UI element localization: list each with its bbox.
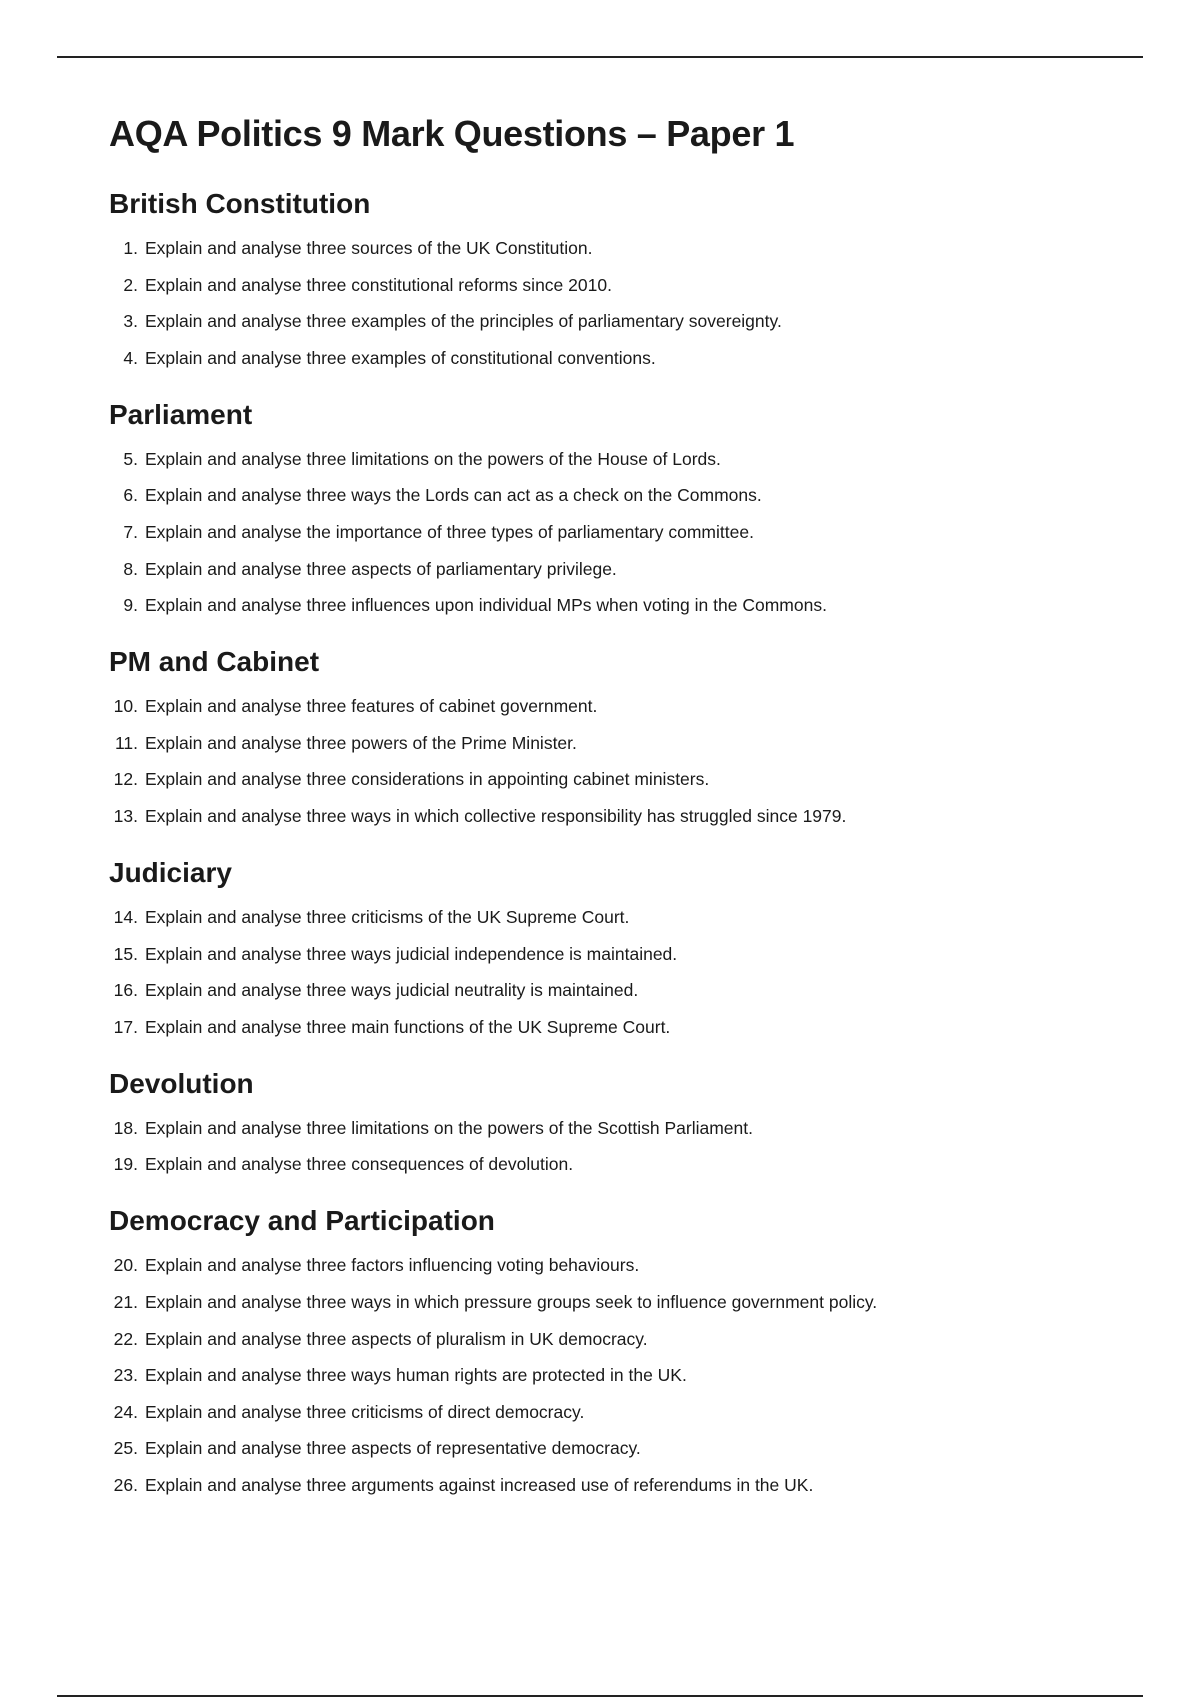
question-text: Explain and analyse three examples of the principles of parliamentary sovereignty. — [145, 311, 782, 332]
question-item — [109, 1327, 1109, 1352]
question-number: 21. — [113, 1291, 138, 1312]
question-item — [109, 978, 1109, 1003]
question-list — [109, 694, 1109, 829]
question-item — [109, 593, 1109, 618]
question-text: Explain and analyse three sources of the UK Constitution. — [145, 238, 593, 258]
question-text: Explain and analyse three aspects of representative democracy. — [145, 1438, 641, 1459]
question-text: Explain and analyse three ways judicial neutrality is maintained. — [145, 980, 639, 1001]
question-item — [109, 1363, 1109, 1388]
section-heading: Democracy and Participation — [109, 1205, 495, 1237]
question-number: 25. — [113, 1438, 138, 1459]
question-number: 7. — [123, 521, 138, 542]
question-text: Explain and analyse three influences upon individual MPs when voting in the Commons. — [145, 595, 827, 616]
section — [109, 1064, 1109, 1178]
question-text: Explain and analyse three limitations on the powers of the House of Lords. — [145, 448, 721, 469]
question-number: 24. — [113, 1401, 138, 1422]
question-text: Explain and analyse three aspects of pluralism in UK democracy. — [145, 1328, 648, 1349]
question-text: Explain and analyse three considerations in appointing cabinet ministers. — [145, 769, 710, 790]
question-item — [109, 1400, 1109, 1425]
question-item — [109, 447, 1109, 472]
question-item — [109, 1015, 1109, 1040]
question-item — [109, 1436, 1109, 1461]
section — [109, 1201, 1109, 1498]
question-number: 16. — [113, 980, 138, 1001]
question-text: Explain and analyse three ways judicial independence is maintained. — [145, 943, 678, 964]
question-text: Explain and analyse three ways the Lords can act as a check on the Commons. — [145, 485, 762, 506]
question-item — [109, 942, 1109, 967]
question-number: 11. — [114, 732, 138, 753]
question-item — [109, 905, 1109, 930]
question-item — [109, 1152, 1109, 1177]
question-item — [109, 1290, 1109, 1315]
question-number: 5. — [123, 448, 138, 469]
question-number: 17. — [113, 1016, 138, 1037]
question-item — [109, 557, 1109, 582]
section — [109, 395, 1109, 618]
top-rule — [57, 56, 1143, 58]
question-text: Explain and analyse three limitations on the powers of the Scottish Parliament. — [145, 1117, 753, 1138]
question-number: 9. — [123, 595, 138, 616]
question-number: 12. — [113, 769, 138, 790]
question-list — [109, 236, 1109, 371]
question-number: 1. — [123, 238, 138, 258]
sections-container — [109, 184, 1109, 1498]
question-item — [109, 804, 1109, 829]
question-item — [109, 309, 1109, 334]
question-text: Explain and analyse three features of cabinet government. — [145, 696, 598, 717]
question-number: 14. — [113, 906, 138, 927]
section — [109, 853, 1109, 1040]
question-text: Explain and analyse the importance of three types of parliamentary committee. — [145, 521, 754, 542]
question-text: Explain and analyse three criticisms of the UK Supreme Court. — [145, 906, 630, 927]
question-item — [109, 520, 1109, 545]
question-item — [109, 694, 1109, 719]
question-text: Explain and analyse three arguments against increased use of referendums in the UK. — [145, 1474, 814, 1495]
question-number: 26. — [113, 1474, 138, 1495]
question-item — [109, 767, 1109, 792]
section-heading: Devolution — [109, 1067, 254, 1099]
question-list — [109, 1116, 1109, 1178]
question-item — [109, 346, 1109, 371]
question-number: 3. — [123, 311, 138, 332]
question-text: Explain and analyse three constitutional reforms since 2010. — [145, 274, 612, 295]
section — [109, 184, 1109, 371]
question-item — [109, 731, 1109, 756]
section-heading: British Constitution — [109, 188, 371, 219]
page-title: AQA Politics 9 Mark Questions – Paper 1 — [109, 113, 795, 154]
question-number: 18. — [113, 1117, 138, 1138]
question-text: Explain and analyse three aspects of parliamentary privilege. — [145, 558, 617, 579]
document-body — [109, 108, 1109, 1509]
question-item — [109, 273, 1109, 298]
question-list — [109, 905, 1109, 1040]
question-number: 10. — [113, 696, 138, 717]
question-item — [109, 236, 1109, 261]
section-heading: Parliament — [109, 398, 253, 430]
bottom-rule — [57, 1695, 1143, 1697]
question-text: Explain and analyse three criticisms of direct democracy. — [145, 1401, 585, 1422]
question-item — [109, 1116, 1109, 1141]
question-list — [109, 1253, 1109, 1498]
question-number: 19. — [113, 1154, 138, 1175]
section — [109, 642, 1109, 829]
question-number: 4. — [123, 347, 138, 368]
question-text: Explain and analyse three consequences of devolution. — [145, 1154, 574, 1175]
section-heading: Judiciary — [109, 856, 232, 888]
question-text: Explain and analyse three ways in which pressure groups seek to influence government policy. — [145, 1291, 878, 1312]
question-text: Explain and analyse three examples of constitutional conventions. — [145, 347, 656, 368]
question-number: 8. — [123, 558, 138, 579]
question-item — [109, 1253, 1109, 1278]
question-number: 15. — [113, 943, 138, 964]
section-heading: PM and Cabinet — [109, 646, 320, 678]
question-number: 20. — [113, 1255, 138, 1276]
question-text: Explain and analyse three ways in which collective responsibility has struggled since 1979. — [145, 805, 847, 826]
question-item — [109, 483, 1109, 508]
question-text: Explain and analyse three factors influencing voting behaviours. — [145, 1255, 640, 1276]
question-text: Explain and analyse three powers of the Prime Minister. — [145, 732, 577, 753]
question-item — [109, 1473, 1109, 1498]
question-number: 23. — [113, 1365, 138, 1386]
question-text: Explain and analyse three ways human rights are protected in the UK. — [145, 1365, 687, 1386]
question-number: 22. — [113, 1328, 138, 1349]
question-number: 2. — [123, 274, 138, 295]
question-number: 6. — [123, 485, 138, 506]
question-text: Explain and analyse three main functions of the UK Supreme Court. — [145, 1016, 671, 1037]
question-number: 13. — [113, 805, 138, 826]
question-list — [109, 447, 1109, 618]
